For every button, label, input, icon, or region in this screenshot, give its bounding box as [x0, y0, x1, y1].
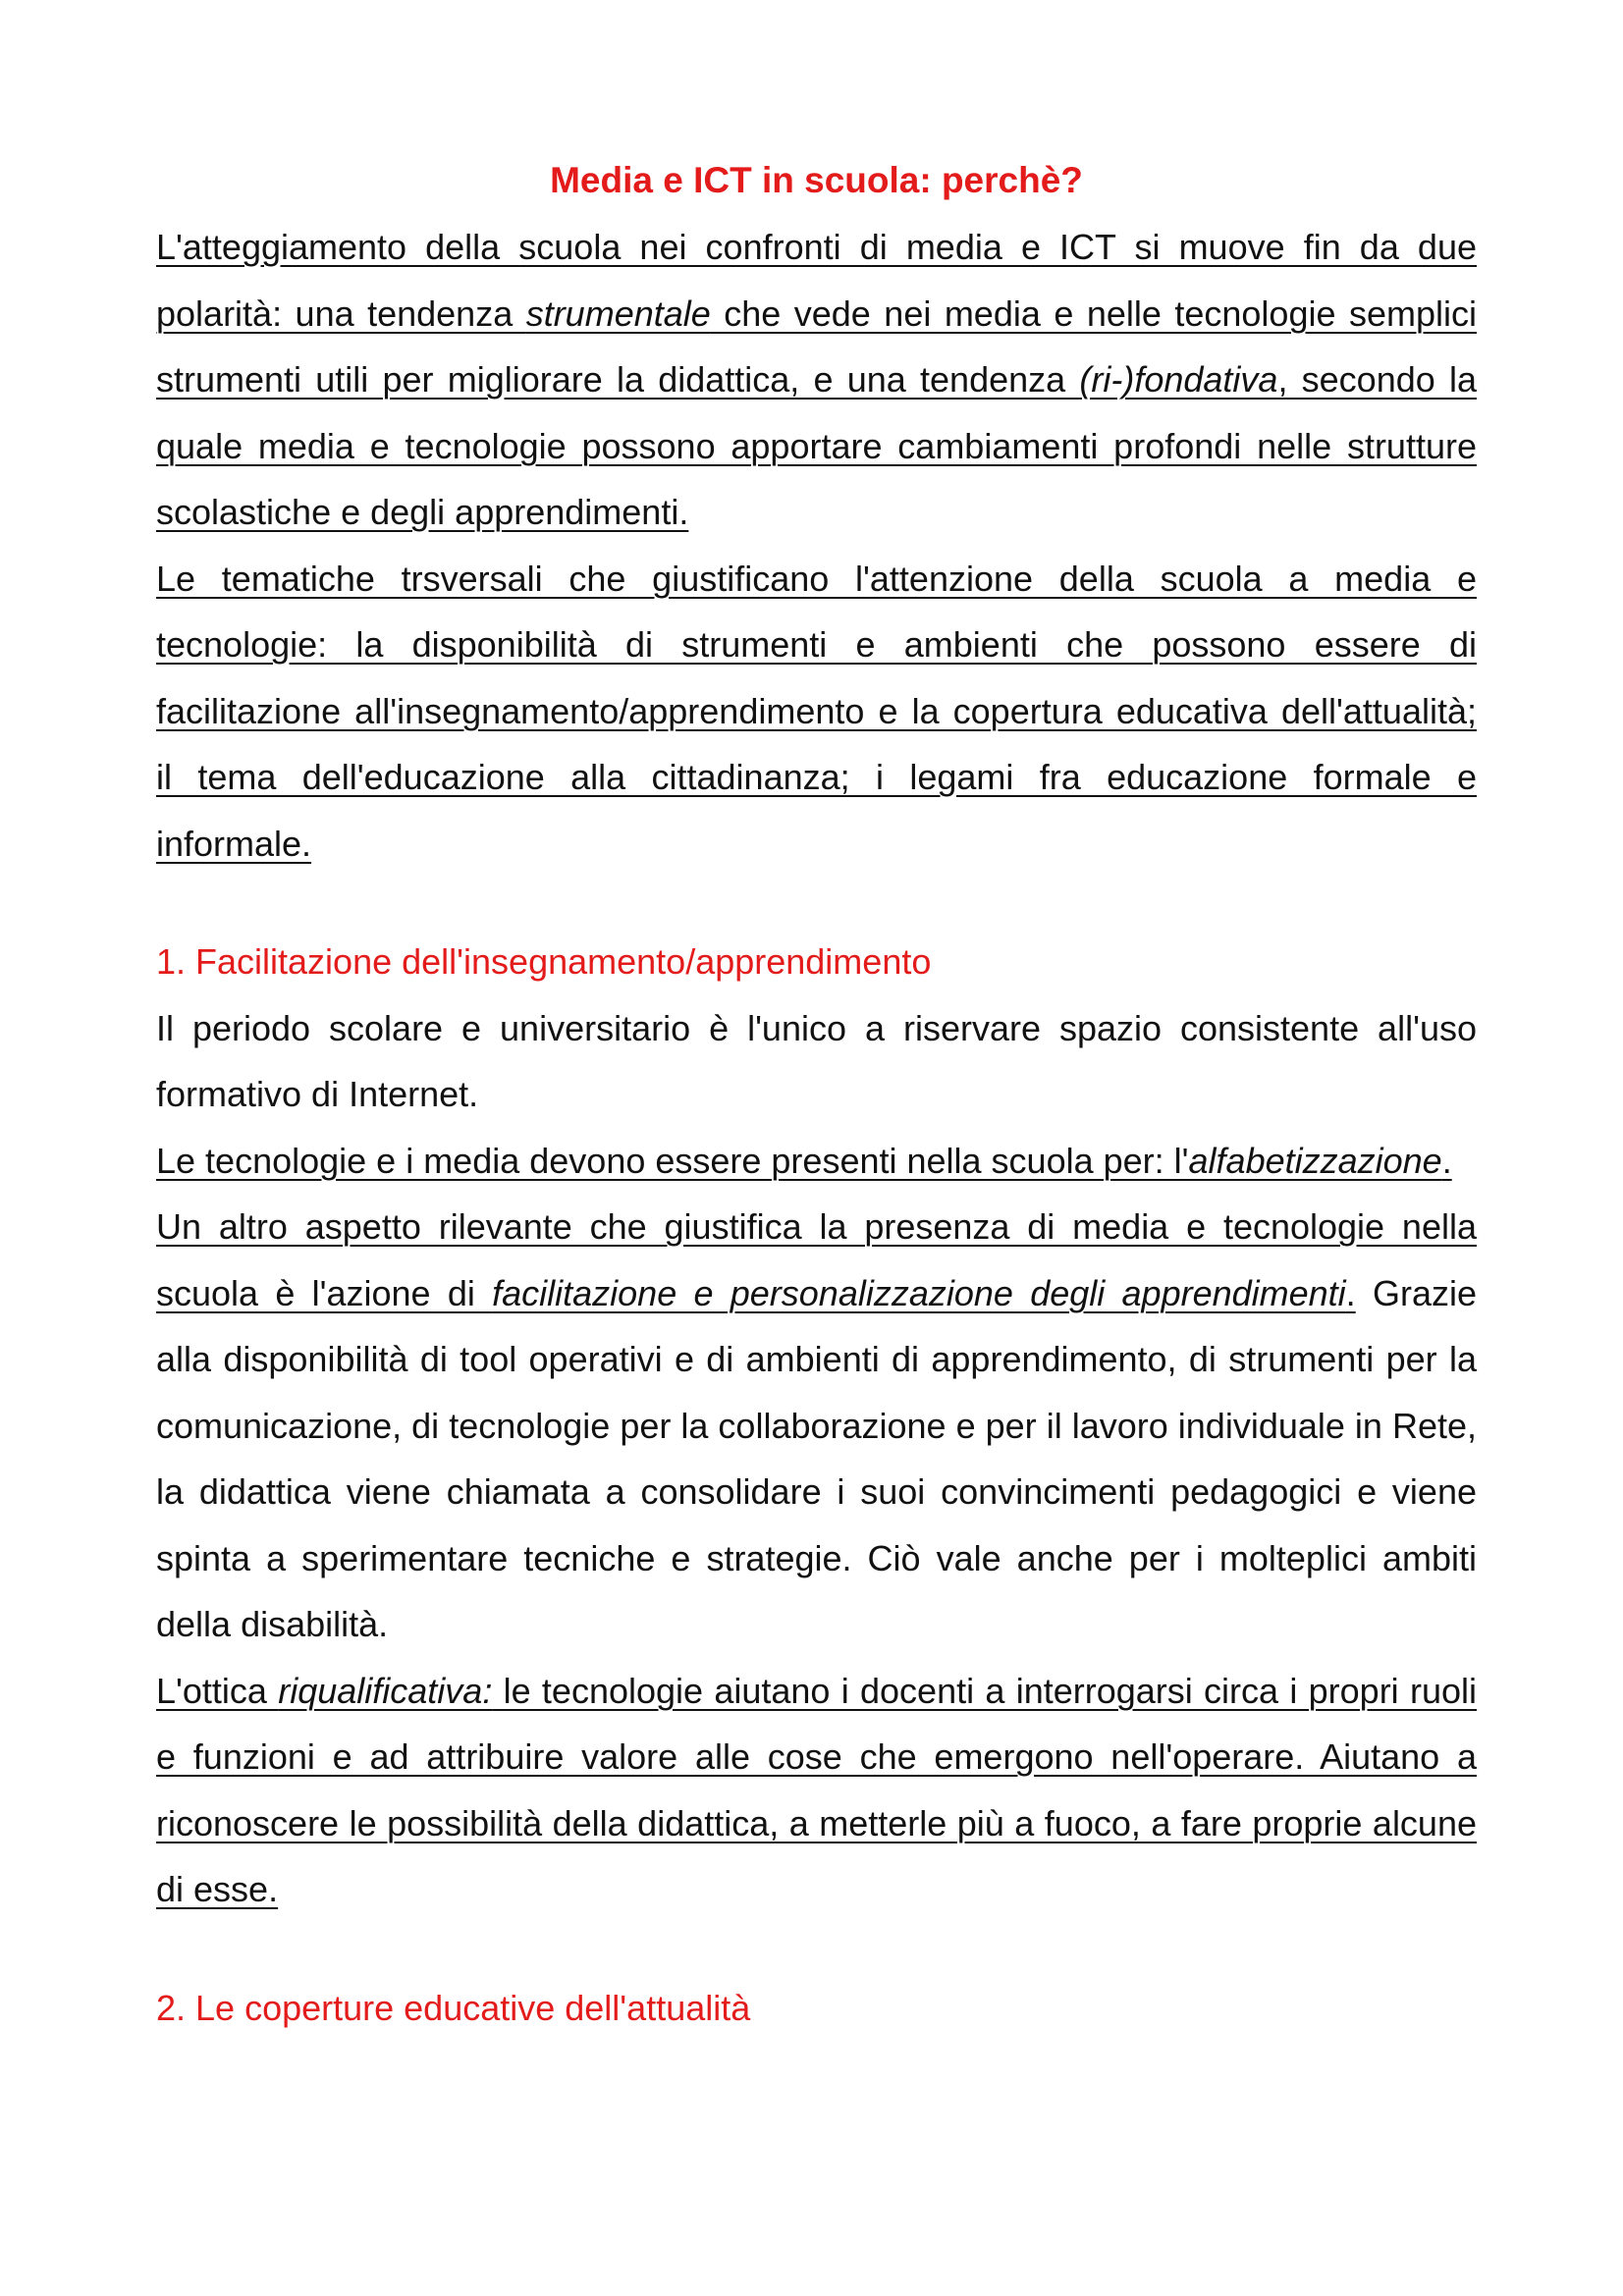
- facilitazione-emphasis: facilitazione e personalizzazione degli apprendimenti: [492, 1272, 1346, 1313]
- intro-paragraph-1: [156, 214, 1477, 546]
- facilitazione-text-rest: Grazie alla disponibilità di tool operativi e di ambienti di apprendimento, di strumenti per la comunicazione, di tecnologie per la collaborazione e per il lavoro individuale in Rete, la didattica viene chiamata a consolidare i suoi convincimenti pedagogici e viene spinta a sperimentare tecniche e strategie. Ciò vale anche per i molteplici ambiti della disabilità.: [156, 1272, 1477, 1644]
- document-page: [156, 147, 1477, 2041]
- page-title: Media e ICT in scuola: perchè?: [550, 160, 1083, 200]
- section-1-paragraph-4: [156, 1658, 1477, 1923]
- spacer: [156, 1923, 1477, 1975]
- spacer: [156, 877, 1477, 929]
- intro-paragraph-2: [156, 546, 1477, 878]
- intro-text-c: , secondo la quale media e tecnologie possono apportare cambiamenti profondi nelle strutture scolastiche e degli apprendimenti.: [156, 359, 1477, 532]
- section-1-paragraph-3: [156, 1194, 1477, 1658]
- riqualificativa-text-a: L'ottica: [156, 1670, 279, 1711]
- riqualificativa-text-b: le tecnologie aiutano i docenti a interrogarsi circa i propri ruoli e funzioni e ad attribuire valore alle cose che emergono nell'operare. Aiutano a riconoscere le possibilità della didattica, a metterle più a fuoco, a fare proprie alcune di esse.: [156, 1670, 1477, 1909]
- intro-text-a: L'atteggiamento della scuola nei confronti di media e ICT si muove fin da due polarità: una tendenza: [156, 227, 1477, 334]
- alfabetizzazione-text-a: Le tecnologie e i media devono essere presenti nella scuola per: l': [156, 1140, 1189, 1181]
- alfabetizzazione-text-b: .: [1441, 1140, 1452, 1181]
- intro-emphasis-strumentale: strumentale: [525, 293, 711, 334]
- intro-emphasis-rifondativa: (ri-)fondativa: [1079, 359, 1278, 400]
- section-1-heading: 1. Facilitazione dell'insegnamento/apprendimento: [156, 941, 932, 982]
- section-2-heading: 2. Le coperture educative dell'attualità: [156, 1987, 751, 2028]
- riqualificativa-emphasis: riqualificativa:: [278, 1670, 493, 1711]
- section-1-paragraph-2: [156, 1128, 1477, 1195]
- section-1-paragraph-1: Il periodo scolare e universitario è l'unico a riservare spazio consistente all'uso formativo di Internet.: [156, 1007, 1477, 1114]
- facilitazione-text-a: Un altro aspetto rilevante che giustifica la presenza di media e tecnologie nella scuola è l'azione di: [156, 1206, 1477, 1313]
- intro-text-b: che vede nei media e nelle tecnologie semplici strumenti utili per migliorare la didattica, e una tendenza: [156, 293, 1477, 400]
- intro-text-2: Le tematiche trsversali che giustificano l'attenzione della scuola a media e tecnologie: la disponibilità di strumenti e ambienti che possono essere di facilitazione all'insegnamento/apprendimento e la copertura educativa dell'attualità; il tema dell'educazione alla cittadinanza; i legami fra educazione formale e informale.: [156, 558, 1477, 864]
- facilitazione-text-b: .: [1345, 1272, 1356, 1313]
- alfabetizzazione-emphasis: alfabetizzazione: [1188, 1140, 1442, 1181]
